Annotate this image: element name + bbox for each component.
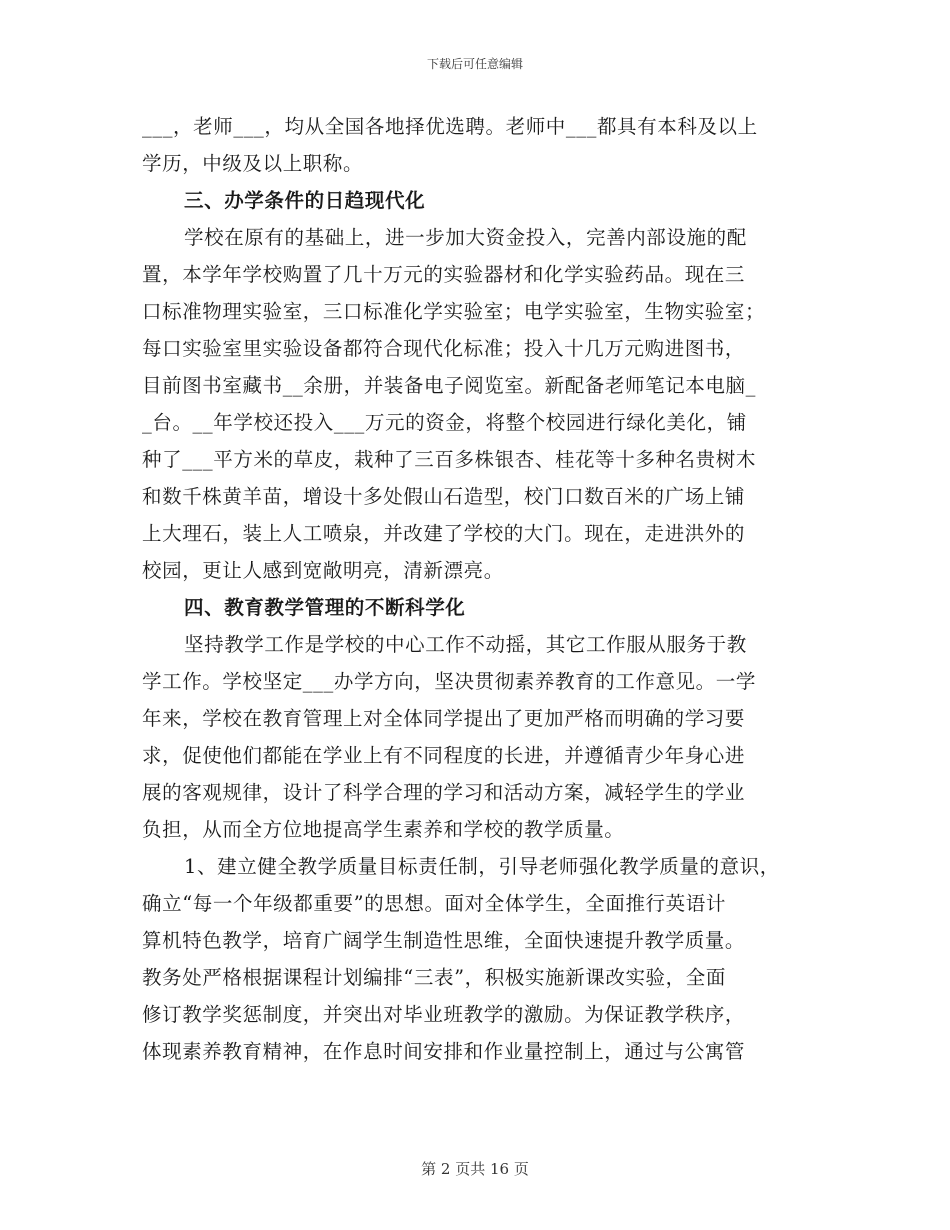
- body-line: 展的客观规律，设计了科学合理的学习和活动方案，减轻学生的学业: [142, 781, 746, 804]
- body-line: 每口实验室里实验设备都符合现代化标准；投入十几万元购进图书，: [142, 337, 746, 360]
- body-line: 确立“每一个年级都重要”的思想。面对全体学生，全面推行英语计: [142, 892, 726, 915]
- section-heading: 三、办学条件的日趋现代化: [184, 189, 426, 212]
- body-line: 坚持教学工作是学校的中心工作不动摇，其它工作服从服务于教: [184, 633, 747, 656]
- body-line: 上大理石，装上人工喷泉，并改建了学校的大门。现在，走进洪外的: [142, 522, 746, 545]
- body-line: 学历，中级及以上职称。: [142, 152, 364, 175]
- body-line: 和数千株黄羊苗，增设十多处假山石造型，校门口数百米的广场上铺: [142, 485, 746, 508]
- page-header: 下载后可任意编辑: [426, 57, 523, 71]
- section-heading: 四、教育教学管理的不断科学化: [184, 596, 466, 619]
- page-footer: 第 2 页共 16 页: [421, 1160, 529, 1178]
- body-line: 学校在原有的基础上，进一步加大资金投入，完善内部设施的配: [184, 226, 747, 249]
- body-line: 年来，学校在教育管理上对全体同学提出了更加严格而明确的学习要: [142, 707, 746, 730]
- body-line: 校园，更让人感到宽敞明亮，清新漂亮。: [142, 559, 504, 582]
- body-line: 修订教学奖惩制度，并突出对毕业班教学的激励。为保证教学秩序，: [142, 1003, 746, 1026]
- body-line: ___，老师___，均从全国各地择优选聘。老师中___都具有本科及以上: [142, 115, 758, 138]
- document-body: [142, 108, 822, 1070]
- body-line: 学工作。学校坚定___办学方向，坚决贯彻素养教育的工作意见。一学: [142, 670, 756, 693]
- body-line: 种了___平方米的草皮，栽种了三百多株银杏、桂花等十多种名贵树木: [142, 448, 756, 471]
- body-line: 口标准物理实验室，三口标准化学实验室；电学实验室，生物实验室；: [142, 300, 766, 323]
- body-line: 目前图书室藏书__余册，并装备电子阅览室。新配备老师笔记本电脑_: [142, 374, 756, 397]
- body-line: 负担，从而全方位地提高学生素养和学校的教学质量。: [142, 818, 625, 841]
- body-line: _台。__年学校还投入___万元的资金，将整个校园进行绿化美化，铺: [142, 411, 747, 434]
- body-line: 教务处严格根据课程计划编排“三表”，积极实施新课改实验，全面: [142, 966, 726, 989]
- body-line: 置，本学年学校购置了几十万元的实验器材和化学实验药品。现在三: [142, 263, 746, 286]
- body-line: 算机特色教学，培育广阔学生制造性思维，全面快速提升教学质量。: [142, 929, 746, 952]
- body-line: 求，促使他们都能在学业上有不同程度的长进，并遵循青少年身心进: [142, 744, 746, 767]
- body-line: 体现素养教育精神，在作息时间安排和作业量控制上，通过与公寓管: [142, 1040, 746, 1063]
- body-line: 1、建立健全教学质量目标责任制，引导老师强化教学质量的意识，: [184, 855, 780, 878]
